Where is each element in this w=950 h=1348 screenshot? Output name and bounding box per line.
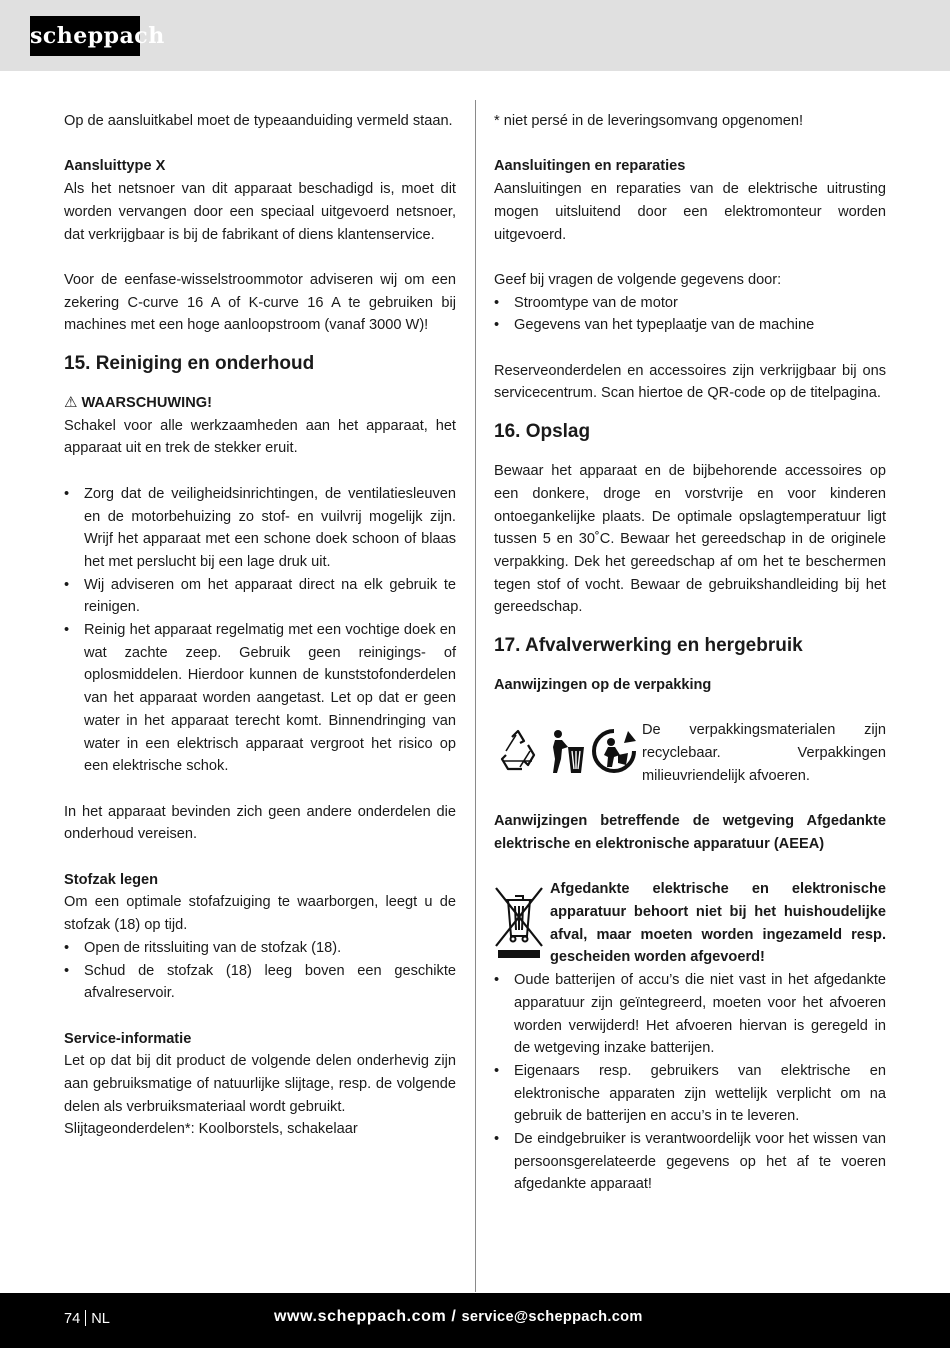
email-link[interactable]: service@scheppach.com — [461, 1309, 643, 1325]
list-item: • Open de ritssluiting van de stofzak (18). — [64, 937, 456, 960]
storage-text: Bewaar het apparaat en de bijbehorende accessoires op een donkere, droge en vorstvrije en voor kinderen ontoegankelijke plaats. De optimale opslagtemperatuur ligt tussen 5 en 30˚C. Bewaar het gereedschap in de originele verpakking. Dek het gereedschap af om het te beschermen tegen stof of vocht. Bewaar de gebruikshandleiding bij het gereedschap. — [494, 463, 886, 616]
column-divider — [475, 100, 476, 1292]
section-17-title: 17. Afvalverwerking en hergebruik — [494, 635, 803, 657]
warning-triangle-icon: ⚠ — [64, 394, 78, 411]
footnote-text: * niet persé in de leveringsomvang opgenomen! — [494, 113, 804, 129]
type-x-heading: Aansluittype X — [64, 158, 166, 175]
page-number: 74 — [64, 1311, 81, 1327]
list-item: • Reinig het apparaat regelmatig met een vochtige doek en wat zachte zeep. Gebruik geen reinigings- of oplosmiddelen. Hierdoor kunnen de kunststofonderdelen van het apparaat worden aangetast. Let op dat er geen water in het apparaat terecht komt. Binnendringing van water in een elektrisch apparaat vergroot het risico op een elektrische schok. — [64, 619, 456, 778]
packaging-block — [494, 719, 886, 787]
header-band — [0, 0, 950, 71]
wear-parts-text: Slijtageonderdelen*: Koolborstels, schakelaar — [64, 1121, 358, 1138]
list-item: • Eigenaars resp. gebruikers van elektrische en elektronische apparaten zijn wettelijk verplicht om na gebruik de batterijen en accu’s in te leveren. — [494, 1060, 886, 1128]
left-column — [64, 110, 456, 1141]
cleaning-list — [64, 483, 456, 778]
warning-heading — [64, 392, 456, 415]
crossed-out-bin-icon — [494, 884, 544, 960]
no-parts-text: In het apparaat bevinden zich geen andere onderdelen die onderhoud vereisen. — [64, 803, 456, 843]
questions-intro: Geef bij vragen de volgende gegevens door: — [494, 271, 782, 288]
questions-list — [494, 292, 886, 337]
section-15-title: 15. Reiniging en onderhoud — [64, 353, 315, 374]
weee-block — [494, 878, 886, 969]
recycle-icon — [494, 727, 542, 775]
weee-text: Afgedankte elektrische en elektronische apparatuur behoort niet bij het huishoudelijke afval, maar moeten worden ingezameld resp. gescheiden worden afgevoerd! — [550, 881, 886, 966]
service-heading: Service-informatie — [64, 1030, 192, 1047]
weee-list — [494, 969, 886, 1196]
section-16-title: 16. Opslag — [494, 421, 591, 443]
packaging-text: De verpakkingsmaterialen zijn recyclebaar. Verpakkingen milieuvriendelijk afvoeren. — [642, 722, 886, 784]
recycling-loop-icon — [590, 727, 638, 775]
website-link[interactable]: www.scheppach.com — [274, 1308, 447, 1325]
footer-contact — [274, 1308, 643, 1326]
contact-separator: / — [451, 1308, 457, 1325]
warning-label: WAARSCHUWING! — [81, 395, 212, 411]
list-item: • Gegevens van het typeplaatje van de machine — [494, 314, 886, 337]
footer-bar — [0, 1293, 950, 1348]
intro-text: Op de aansluitkabel moet de typeaanduiding vermeld staan. — [64, 113, 453, 129]
list-item: • Zorg dat de veiligheidsinrichtingen, de ventilatiesleuven en de motorbehuizing zo stof- en vuilvrij mogelijk zijn. Wrijf het apparaat met een schone doek schoon of blaas het met perslucht bij een lage druk uit. — [64, 483, 456, 574]
packaging-heading: Aanwijzingen op de verpakking — [494, 677, 712, 694]
repairs-text: Aansluitingen en reparaties van de elektrische uitrusting mogen uitsluitend door een elektromonteur worden uitgevoerd. — [494, 181, 886, 243]
packaging-icons — [494, 719, 642, 775]
page-indicator — [64, 1310, 110, 1327]
warning-text: Schakel voor alle werkzaamheden aan het apparaat, het apparaat uit en trek de stekker eruit. — [64, 417, 456, 457]
repairs-heading: Aansluitingen en reparaties — [494, 158, 686, 175]
type-x-text: Als het netsnoer van dit apparaat beschadigd is, moet dit worden vervangen door een speciaal uitgevoerd netsnoer, dat verkrijgbaar is bij de fabrikant of diens klantenservice. — [64, 181, 456, 243]
list-item: • Schud de stofzak (18) leeg boven een geschikte afvalreservoir. — [64, 960, 456, 1005]
tidy-man-icon — [544, 727, 588, 775]
list-item: • Stroomtype van de motor — [494, 292, 886, 315]
dustbag-heading: Stofzak legen — [64, 871, 159, 888]
list-item: • Oude batterijen of accu’s die niet vast in het afgedankte apparatuur zijn geïntegreerd, moeten voor het afvoeren worden verwijderd! Het afvoeren hiervan is geregeld in de wetgeving inzake batterijen. — [494, 969, 886, 1060]
fuse-text: Voor de eenfase-wisselstroommotor adviseren wij om een zekering C-curve 16 A of K-curve 16 A te gebruiken bij machines met een hoge aanloopstroom (vanaf 3000 W)! — [64, 271, 456, 334]
list-item: • De eindgebruiker is verantwoordelijk voor het wissen van persoonsgerelateerde gegevens op het af te voeren afgedankte apparaat! — [494, 1128, 886, 1196]
weee-heading: Aanwijzingen betreffende de wetgeving Afgedankte elektrische en elektronische apparatuur (AEEA) — [494, 813, 886, 852]
spare-parts-text: Reserveonderdelen en accessoires zijn verkrijgbaar bij ons servicecentrum. Scan hiertoe de QR-code op de titelpagina. — [494, 362, 886, 402]
separator-bar — [85, 1310, 86, 1326]
list-item: • Wij adviseren om het apparaat direct na elk gebruik te reinigen. — [64, 574, 456, 619]
language-code: NL — [91, 1311, 110, 1327]
dustbag-list — [64, 937, 456, 1005]
scheppach-logo: scheppach — [30, 16, 140, 56]
dustbag-text: Om een optimale stofafzuiging te waarborgen, leegt u de stofzak (18) op tijd. — [64, 894, 456, 934]
right-column — [494, 110, 886, 1196]
service-text: Let op dat bij dit product de volgende delen onderhevig zijn aan gebruiksmatige of natuurlijke slijtage, resp. de volgende delen als verbruiksmateriaal wordt gebruikt. — [64, 1053, 456, 1115]
